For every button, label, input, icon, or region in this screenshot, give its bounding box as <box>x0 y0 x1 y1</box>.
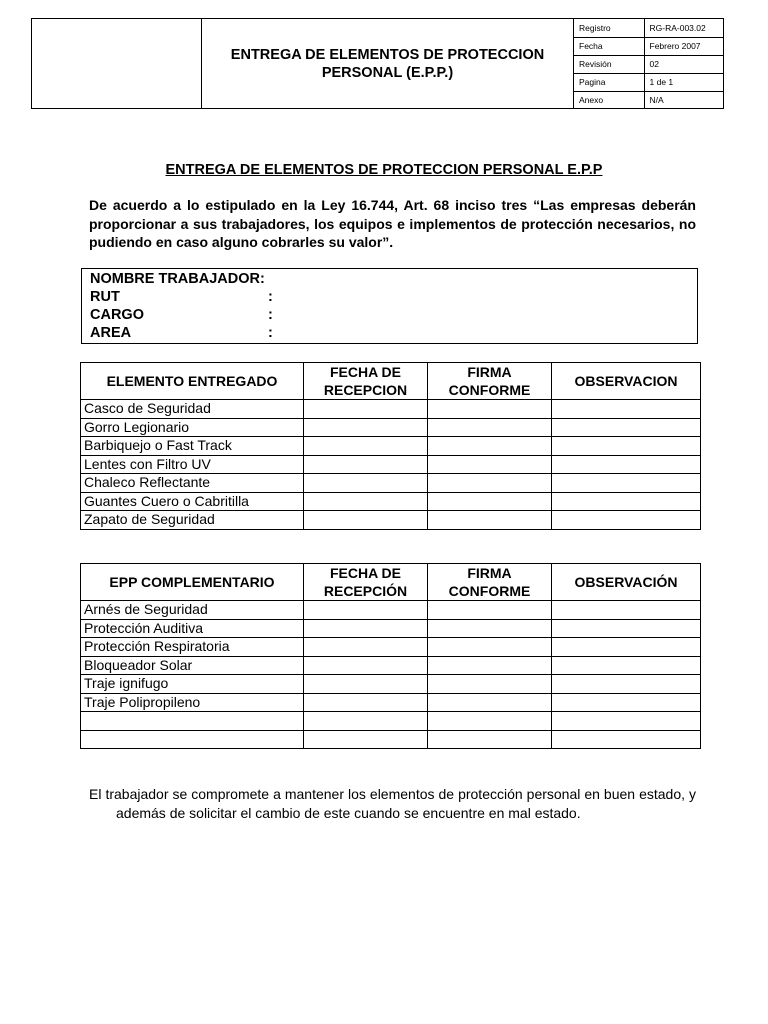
table-row <box>81 675 701 694</box>
signature-cell <box>428 418 552 437</box>
item-name: Bloqueador Solar <box>81 656 304 675</box>
date-cell <box>304 492 428 511</box>
observation-cell <box>552 400 701 419</box>
colon: : <box>268 289 273 305</box>
colon: : <box>268 325 273 341</box>
meta-row <box>574 37 723 55</box>
item-name: Traje Polipropileno <box>81 693 304 712</box>
meta-key: Fecha <box>574 37 644 55</box>
meta-value: 02 <box>644 55 723 73</box>
signature-cell <box>428 656 552 675</box>
date-cell <box>304 601 428 620</box>
epp-complementary-table <box>80 563 701 749</box>
table-row <box>81 730 701 749</box>
document-meta-table <box>574 19 723 109</box>
item-name <box>81 712 304 731</box>
table-row <box>81 400 701 419</box>
item-name: Lentes con Filtro UV <box>81 455 304 474</box>
worker-info-box <box>81 268 698 344</box>
meta-row <box>574 73 723 91</box>
observation-cell <box>552 492 701 511</box>
observation-cell <box>552 455 701 474</box>
signature-cell <box>428 511 552 530</box>
closing-paragraph: El trabajador se compromete a mantener los elementos de protección personal en buen estado, y además de solicitar el cambio de este cuando se encuentre en mal estado. <box>89 786 696 821</box>
table-row <box>81 656 701 675</box>
column-header: EPP COMPLEMENTARIO <box>81 564 304 601</box>
column-header: ELEMENTO ENTREGADO <box>81 363 304 400</box>
signature-cell <box>428 675 552 694</box>
meta-key: Registro <box>574 19 644 37</box>
column-header: OBSERVACION <box>552 363 701 400</box>
column-header: OBSERVACIÓN <box>552 564 701 601</box>
worker-cargo-row <box>90 306 697 324</box>
column-header: FECHA DE RECEPCION <box>304 363 428 400</box>
column-header: FIRMA CONFORME <box>428 564 552 601</box>
table-row <box>81 638 701 657</box>
date-cell <box>304 437 428 456</box>
item-name: Traje ignifugo <box>81 675 304 694</box>
meta-key: Pagina <box>574 73 644 91</box>
signature-cell <box>428 400 552 419</box>
date-cell <box>304 455 428 474</box>
signature-cell <box>428 619 552 638</box>
item-name: Guantes Cuero o Cabritilla <box>81 492 304 511</box>
table-row <box>81 712 701 731</box>
worker-area-label: AREA <box>90 325 132 341</box>
column-header: FECHA DE RECEPCIÓN <box>304 564 428 601</box>
table-row <box>81 693 701 712</box>
column-header: FIRMA CONFORME <box>428 363 552 400</box>
item-name: Protección Auditiva <box>81 619 304 638</box>
worker-area-row <box>90 324 697 342</box>
observation-cell <box>552 730 701 749</box>
worker-name-row <box>90 270 697 288</box>
signature-cell <box>428 437 552 456</box>
meta-value: N/A <box>649 95 664 106</box>
signature-cell <box>428 712 552 731</box>
table-row <box>81 619 701 638</box>
date-cell <box>304 400 428 419</box>
observation-cell <box>552 474 701 493</box>
table-row <box>81 418 701 437</box>
observation-cell <box>552 712 701 731</box>
meta-key: Anexo <box>574 91 644 109</box>
date-cell <box>304 619 428 638</box>
meta-key: Revisión <box>574 55 644 73</box>
item-name: Chaleco Reflectante <box>81 474 304 493</box>
meta-value: 1 de 1 <box>644 73 723 91</box>
worker-rut-row <box>90 288 697 306</box>
table-row <box>81 455 701 474</box>
document-title: ENTREGA DE ELEMENTOS DE PROTECCION PERSONAL E.P.P <box>165 162 603 178</box>
table-row <box>81 474 701 493</box>
observation-cell <box>552 638 701 657</box>
date-cell <box>304 511 428 530</box>
observation-cell <box>552 675 701 694</box>
table-row <box>81 437 701 456</box>
intro-paragraph: De acuerdo a lo estipulado en la Ley 16.744, Art. 68 inciso tres “Las empresas deberán proporcionar a sus trabajadores, los equipos e implementos de protección necesarios, no pudiendo en caso alguno cobrarles su valor”. <box>89 197 696 250</box>
signature-cell <box>428 455 552 474</box>
table-header-row <box>81 564 701 601</box>
worker-rut-label: RUT <box>90 289 120 305</box>
meta-row <box>574 91 723 109</box>
date-cell <box>304 675 428 694</box>
item-name: Gorro Legionario <box>81 418 304 437</box>
date-cell <box>304 418 428 437</box>
item-name <box>81 730 304 749</box>
item-name: Barbiquejo o Fast Track <box>81 437 304 456</box>
observation-cell <box>552 601 701 620</box>
table-row <box>81 492 701 511</box>
date-cell <box>304 656 428 675</box>
date-cell <box>304 712 428 731</box>
worker-cargo-label: CARGO <box>90 307 144 323</box>
item-name: Protección Respiratoria <box>81 638 304 657</box>
observation-cell <box>552 656 701 675</box>
signature-cell <box>428 693 552 712</box>
table-row <box>81 601 701 620</box>
signature-cell <box>428 601 552 620</box>
meta-row <box>574 55 723 73</box>
table-header-row <box>81 363 701 400</box>
signature-cell <box>428 492 552 511</box>
meta-row <box>574 19 723 37</box>
date-cell <box>304 693 428 712</box>
observation-cell <box>552 437 701 456</box>
header-title: ENTREGA DE ELEMENTOS DE PROTECCION PERSONAL (E.P.P.) <box>202 19 574 108</box>
worker-name-label: NOMBRE TRABAJADOR: <box>90 271 265 287</box>
meta-value: RG-RA-003.02 <box>644 19 723 37</box>
signature-cell <box>428 474 552 493</box>
signature-cell <box>428 638 552 657</box>
date-cell <box>304 638 428 657</box>
date-cell <box>304 474 428 493</box>
logo-area <box>32 19 202 108</box>
colon: : <box>268 307 273 323</box>
table-row <box>81 511 701 530</box>
epp-delivered-table <box>80 362 701 530</box>
date-cell <box>304 730 428 749</box>
observation-cell <box>552 418 701 437</box>
signature-cell <box>428 730 552 749</box>
observation-cell <box>552 511 701 530</box>
document-header <box>31 18 724 109</box>
item-name: Casco de Seguridad <box>81 400 304 419</box>
item-name: Zapato de Seguridad <box>81 511 304 530</box>
item-name: Arnés de Seguridad <box>81 601 304 620</box>
observation-cell <box>552 619 701 638</box>
observation-cell <box>552 693 701 712</box>
meta-value: Febrero 2007 <box>644 37 723 55</box>
